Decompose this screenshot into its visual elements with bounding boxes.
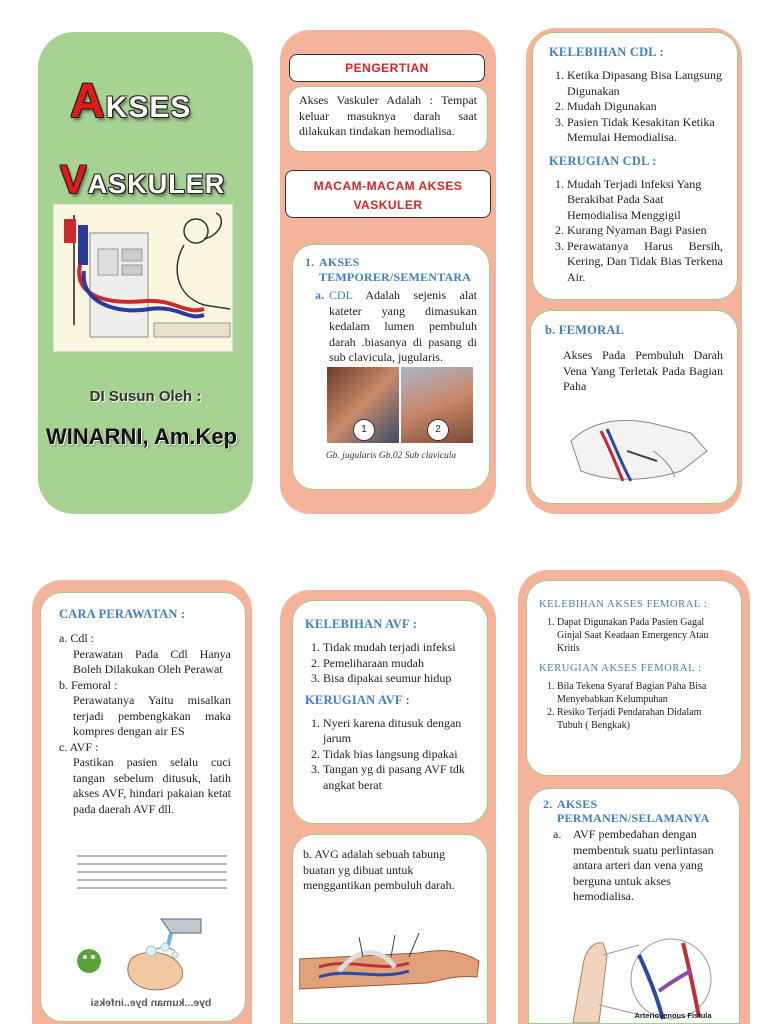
avf-pro-item: 2. Pemeliharaan mudah [323, 656, 475, 672]
femoral-cons-list [539, 680, 729, 732]
fistula-caption: Arteriovenous Fistula [634, 1011, 712, 1020]
avf-pro-item: 1. Tidak mudah terjadi infeksi [323, 640, 475, 656]
cdl-cons-list [549, 177, 723, 286]
photos-caption: Gb. jugularis Gb.02 Sub clavicula [325, 451, 457, 461]
perawatan-item-avf: c. AVF : Pastikan pasien selalu cuci tangan sebelum ditusuk, latih akses AVF, hindari pakaian ketat pada daerah AVF dll. [59, 739, 231, 816]
compiled-by-label: DI Susun Oleh : [89, 388, 202, 405]
photo-badge-2: 2 [427, 419, 449, 441]
femoral-illustration [561, 411, 711, 489]
avf-pro-item: 3. Bisa dipakai seumur hidup [323, 671, 475, 687]
femoral-pros-list [539, 616, 729, 655]
hemodialysis-illustration [53, 204, 233, 352]
femoral-con-item: 2. Resiko Terjadi Pendarahan Didalam Tubuh ( Bengkak) [557, 706, 729, 732]
avf-cons-list [305, 716, 475, 794]
permanen-item: a. AVF pembedahan dengan membentuk suatu perlintasan antara arteri dan vena yang berguna untuk akses hemodialisa. [553, 827, 714, 903]
avf-card [292, 600, 488, 824]
pengertian-text: Akses Vaskuler Adalah : Tempat keluar masuknya darah saat dilakukan tindakan hemodialisa. [299, 93, 477, 138]
cdl-con-item: 2. Kurang Nyaman Bagi Pasien [567, 223, 723, 239]
permanen-card [528, 788, 740, 1024]
poster-text: bye...kuman bye..infeksi [90, 997, 212, 1009]
avf-pros-heading: KELEBIHAN AVF : [305, 617, 418, 631]
handwashing-poster [71, 849, 231, 1019]
perawatan-heading: CARA PERAWATAN : [59, 607, 186, 621]
cdl-cons-heading: KERUGIAN CDL : [549, 153, 657, 168]
cdl-pros-list [549, 68, 723, 146]
cover-panel [38, 32, 253, 514]
photo-badge-1: 1 [353, 419, 375, 441]
femoral-con-item: 1. Bila Tekena Syaraf Bagian Paha Bisa Menyebabkan Kelumpuhan [557, 680, 729, 706]
avg-card [292, 834, 488, 1024]
cdl-pros-heading: KELEBIHAN CDL : [549, 45, 664, 59]
cdl-pro-item: 3. Pasien Tidak Kesakitan Ketika Memulai Hemodialisa. [567, 115, 723, 146]
cdl-con-item: 1. Mudah Terjadi Infeksi Yang Berakibat Pada Saat Hemodialisa Menggigil [567, 177, 723, 224]
perawatan-item-cdl: a. Cdl : Perawatan Pada Cdl Hanya Boleh Dilakukan Oleh Perawat [59, 631, 231, 676]
perawatan-card [40, 592, 246, 1022]
pengertian-heading: PENGERTIAN [289, 54, 485, 82]
temporary-access-heading: 1. AKSES TEMPORER/SEMENTARA [305, 255, 472, 284]
avg-text: b. AVG adalah sebuah tabung buatan yg dibuat untuk menggantikan pembuluh darah. [303, 847, 455, 892]
avf-con-item: 1. Nyeri karena ditusuk dengan jarum [323, 716, 475, 747]
cdl-term: CDL [329, 288, 353, 302]
femoral-text: Akses Pada Pembuluh Darah Vena Yang Terletak Pada Bagian Paha [563, 348, 723, 393]
femoral-card [530, 310, 738, 504]
femoral-pro-item: 1. Dapat Digunakan Pada Pasien Gagal Ginjal Saat Keadaan Emergency Atau Kritis [557, 616, 729, 655]
macam-heading: MACAM-MACAM AKSES VASKULER [285, 170, 491, 218]
cdl-description: a. CDL Adalah sejenis alat kateter yang dimasukan kedalam lumen pembuluh darah .biasanya di pasang di sub clavicula, jugularis. [315, 288, 477, 364]
cdl-pro-item: 2. Mudah Digunakan [567, 99, 723, 115]
cdl-photos [327, 367, 473, 443]
femoral-cons-heading: KERUGIAN AKSES FEMORAL : [539, 663, 702, 674]
permanent-access-heading: 2. AKSES PERMANEN/SELAMANYA [543, 797, 710, 825]
macam-card [292, 244, 490, 490]
cdl-pros-cons-card [532, 32, 738, 300]
subclavicula-photo [401, 367, 473, 443]
avf-pros-list [305, 640, 475, 687]
av-fistula-illustration [563, 935, 727, 1023]
cover-title-line2: VASKULER [60, 158, 226, 202]
femoral-pros-heading: KELEBIHAN AKSES FEMORAL : [539, 599, 708, 610]
femoral-heading: b. FEMORAL [545, 323, 625, 337]
jugularis-photo [327, 367, 399, 443]
cover-title-line1: AKSES [70, 75, 192, 128]
cdl-pro-item: 1. Ketika Dipasang Bisa Langsung Digunakan [567, 68, 723, 99]
femoral-pros-cons-card [526, 580, 742, 776]
avg-arm-illustration [299, 927, 483, 1017]
pengertian-card [288, 86, 488, 152]
author-name: WINARNI, Am.Kep [46, 424, 238, 449]
cdl-con-item: 3. Perawatanya Harus Bersih, Kering, Dan Tidak Bias Terkena Air. [567, 239, 723, 286]
perawatan-item-femoral: b. Femoral : Perawatanya Yaitu misalkan terjadi pembengkakan maka kompres dengan air ES [59, 677, 231, 738]
avf-con-item: 2. Tidak bias langsung dipakai [323, 747, 475, 763]
avf-con-item: 3. Tangan yg di pasang AVF tdk angkat berat [323, 762, 475, 793]
avf-cons-heading: KERUGIAN AVF : [305, 692, 410, 707]
